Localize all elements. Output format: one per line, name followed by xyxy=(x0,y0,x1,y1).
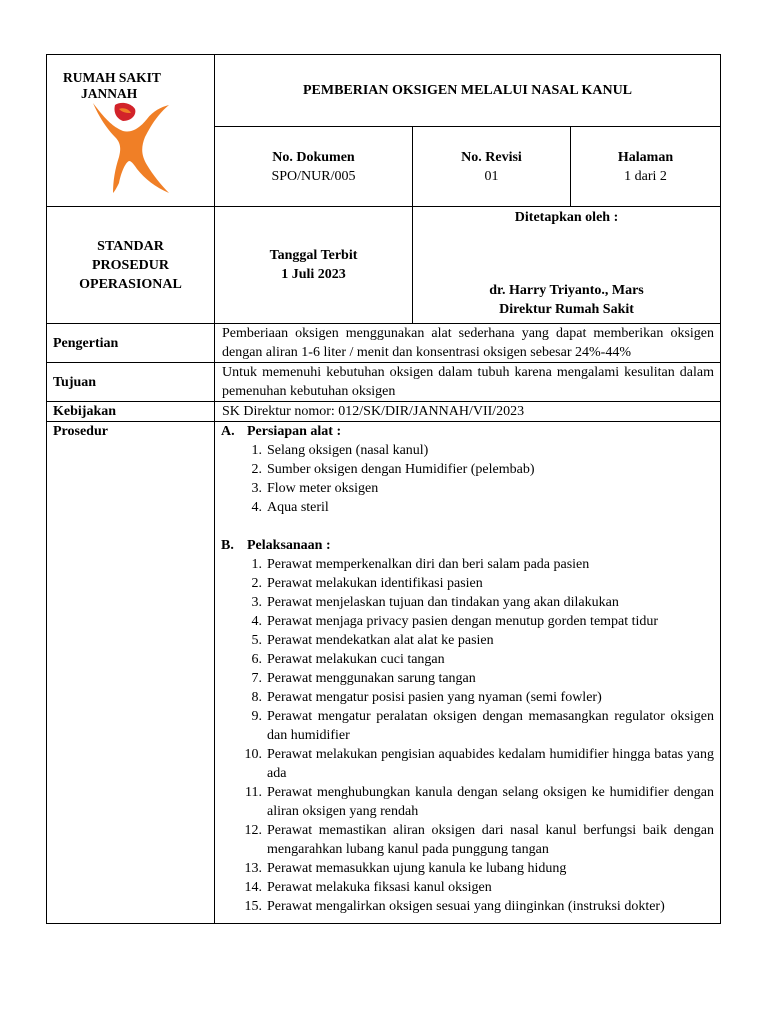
hospital-logo-icon xyxy=(91,99,171,195)
document-number-label: No. Dokumen xyxy=(272,149,355,165)
list-item-number: 8. xyxy=(251,690,262,705)
page-number xyxy=(571,127,721,207)
list-item-number: 13. xyxy=(244,861,262,876)
list-item-number: 9. xyxy=(251,709,262,724)
list-item-number: 15. xyxy=(244,899,262,914)
procedure-step xyxy=(215,669,714,688)
hospital-name xyxy=(63,70,161,102)
procedure-step xyxy=(215,593,714,612)
procedure-step xyxy=(215,878,714,897)
document-title: PEMBERIAN OKSIGEN MELALUI NASAL KANUL xyxy=(215,55,721,127)
list-item-text: Aqua steril xyxy=(267,500,329,515)
sop-type-cell xyxy=(47,207,215,324)
list-item-number: 2. xyxy=(251,462,262,477)
kebijakan-text: SK Direktur nomor: 012/SK/DIR/JANNAH/VII/2023 xyxy=(215,402,721,422)
sop-type-line2: PROSEDUR xyxy=(91,257,169,273)
section-b-title xyxy=(221,536,714,555)
list-item-number: 11. xyxy=(245,785,262,800)
list-item-number: 4. xyxy=(251,614,262,629)
document-number xyxy=(215,127,413,207)
sop-document xyxy=(46,54,720,924)
list-item-number: 4. xyxy=(251,500,262,515)
approver-name: dr. Harry Triyanto., Mars xyxy=(489,283,644,298)
sop-type-line1: STANDAR xyxy=(97,238,164,254)
approval-cell xyxy=(413,207,721,324)
list-item-text: Perawat melakukan pengisian aquabides kedalam humidifier hingga batas yang ada xyxy=(267,747,715,781)
page-label: Halaman xyxy=(617,149,674,165)
procedure-step xyxy=(215,574,714,593)
issue-date-value: 1 Juli 2023 xyxy=(281,267,346,282)
equipment-list xyxy=(215,441,714,517)
list-item-text: Perawat mengatur peralatan oksigen dengan memasangkan regulator oksigen dan humidifier xyxy=(267,709,715,743)
list-item-text: Perawat memastikan aliran oksigen dari nasal kanul berfungsi baik dengan mengarahkan lubang kanul pada punggung tangan xyxy=(267,823,715,857)
list-item-number: 2. xyxy=(251,576,262,591)
approver xyxy=(413,281,720,319)
procedure-step xyxy=(215,688,714,707)
logo-cell xyxy=(47,55,215,207)
pengertian-label: Pengertian xyxy=(47,324,215,363)
procedure-step xyxy=(215,650,714,669)
section-a-title xyxy=(221,422,714,441)
list-item-text: Selang oksigen (nasal kanul) xyxy=(267,443,429,458)
hospital-name-line2: JANNAH xyxy=(81,86,138,101)
kebijakan-label: Kebijakan xyxy=(47,402,215,422)
prosedur-content xyxy=(215,422,721,924)
list-item-text: Perawat menggunakan sarung tangan xyxy=(267,671,476,686)
list-item-text: Perawat mendekatkan alat alat ke pasien xyxy=(267,633,494,648)
list-item-text: Perawat memasukkan ujung kanula ke lubang hidung xyxy=(267,861,567,876)
equipment-item xyxy=(215,479,714,498)
procedure-step xyxy=(215,783,714,821)
list-item-text: Perawat menjelaskan tujuan dan tindakan yang akan dilakukan xyxy=(267,595,619,610)
list-item-number: 10. xyxy=(244,747,262,762)
equipment-item xyxy=(215,498,714,517)
list-item-number: 3. xyxy=(251,595,262,610)
procedure-step xyxy=(215,707,714,745)
list-item-text: Flow meter oksigen xyxy=(267,481,379,496)
procedure-steps-list xyxy=(215,555,714,916)
procedure-step xyxy=(215,745,714,783)
list-item-text: Perawat menghubungkan kanula dengan selang oksigen ke humidifier dengan aliran oksigen yang rendah xyxy=(267,785,715,819)
issue-date-cell xyxy=(215,207,413,324)
prosedur-label: Prosedur xyxy=(47,422,215,924)
approver-title: Direktur Rumah Sakit xyxy=(499,302,634,317)
list-item-text: Sumber oksigen dengan Humidifier (pelembab) xyxy=(267,462,535,477)
list-item-text: Perawat mengatur posisi pasien yang nyaman (semi fowler) xyxy=(267,690,602,705)
sop-type-line3: OPERASIONAL xyxy=(79,276,182,292)
list-item-text: Perawat memperkenalkan diri dan beri salam pada pasien xyxy=(267,557,590,572)
procedure-step xyxy=(215,631,714,650)
sop-table xyxy=(46,54,721,924)
issue-date-label: Tanggal Terbit xyxy=(269,248,358,263)
list-item-number: 14. xyxy=(244,880,262,895)
section-b-letter: B. xyxy=(221,538,234,553)
procedure-step xyxy=(215,821,714,859)
section-a-heading: Persiapan alat : xyxy=(247,424,342,439)
section-a-letter: A. xyxy=(221,424,235,439)
equipment-item xyxy=(215,441,714,460)
revision-label: No. Revisi xyxy=(461,149,522,165)
tujuan-text: Untuk memenuhi kebutuhan oksigen dalam tubuh karena mengalami kesulitan dalam pemenuhan kebutuhan oksigen xyxy=(215,363,721,402)
list-item-number: 3. xyxy=(251,481,262,496)
list-item-number: 6. xyxy=(251,652,262,667)
list-item-number: 5. xyxy=(251,633,262,648)
revision-value: 01 xyxy=(484,168,499,184)
equipment-item xyxy=(215,460,714,479)
list-item-text: Perawat melakuka fiksasi kanul oksigen xyxy=(267,880,492,895)
document-number-value: SPO/NUR/005 xyxy=(271,168,356,184)
pengertian-text: Pemberiaan oksigen menggunakan alat sederhana yang dapat memberikan oksigen dengan aliran 1-6 liter / menit dan konsentrasi oksigen sebesar 24%-44% xyxy=(215,324,721,363)
list-item-text: Perawat menjaga privacy pasien dengan menutup gorden tempat tidur xyxy=(267,614,659,629)
procedure-step xyxy=(215,612,714,631)
approval-label: Ditetapkan oleh : xyxy=(514,210,619,225)
procedure-step xyxy=(215,555,714,574)
tujuan-label: Tujuan xyxy=(47,363,215,402)
list-item-text: Perawat melakukan cuci tangan xyxy=(267,652,445,667)
revision-number xyxy=(413,127,571,207)
list-item-number: 1. xyxy=(251,557,262,572)
list-item-text: Perawat mengalirkan oksigen sesuai yang diinginkan (instruksi dokter) xyxy=(267,899,665,914)
section-b-heading: Pelaksanaan : xyxy=(247,538,331,553)
procedure-step xyxy=(215,897,714,916)
list-item-number: 7. xyxy=(251,671,262,686)
page-value: 1 dari 2 xyxy=(624,168,667,184)
list-item-text: Perawat melakukan identifikasi pasien xyxy=(267,576,483,591)
procedure-step xyxy=(215,859,714,878)
list-item-number: 12. xyxy=(244,823,262,838)
hospital-name-line1: RUMAH SAKIT xyxy=(63,70,161,85)
list-item-number: 1. xyxy=(251,443,262,458)
